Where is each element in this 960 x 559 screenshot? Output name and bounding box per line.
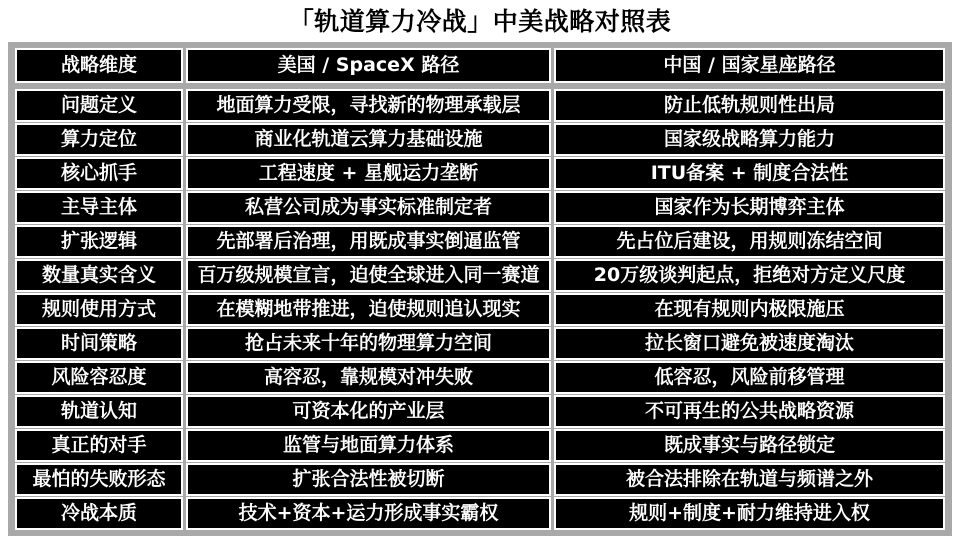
dimension-cell: 风险容忍度 — [15, 361, 183, 394]
us-path-cell: 监管与地面算力体系 — [186, 429, 551, 462]
dimension-cell: 算力定位 — [15, 123, 183, 156]
us-path-cell: 百万级规模宣言，迫使全球进入同一赛道 — [186, 259, 551, 292]
dimension-cell: 最怕的失败形态 — [15, 463, 183, 496]
china-path-cell: 低容忍，风险前移管理 — [554, 361, 945, 394]
dimension-cell: 数量真实含义 — [15, 259, 183, 292]
header-cell-dimension: 战略维度 — [15, 48, 183, 83]
china-path-cell: 先占位后建设，用规则冻结空间 — [554, 225, 945, 258]
slide-page — [0, 4, 960, 559]
header-cell-us-path: 美国 / SpaceX 路径 — [186, 48, 551, 83]
dimension-cell: 主导主体 — [15, 191, 183, 224]
china-path-cell: 20万级谈判起点，拒绝对方定义尺度 — [554, 259, 945, 292]
china-path-cell: ITU备案 + 制度合法性 — [554, 157, 945, 190]
page-title: 「轨道算力冷战」中美战略对照表 — [288, 7, 672, 36]
header-separator — [15, 84, 945, 88]
dimension-cell: 时间策略 — [15, 327, 183, 360]
china-path-cell: 拉长窗口避免被速度淘汰 — [554, 327, 945, 360]
us-path-cell: 先部署后治理，用既成事实倒逼监管 — [186, 225, 551, 258]
us-path-cell: 技术+资本+运力形成事实霸权 — [186, 497, 551, 530]
comparison-table-frame — [8, 42, 952, 536]
dimension-cell: 冷战本质 — [15, 497, 183, 530]
us-path-cell: 私营公司成为事实标准制定者 — [186, 191, 551, 224]
china-path-cell: 规则+制度+耐力维持进入权 — [554, 497, 945, 530]
dimension-cell: 核心抓手 — [15, 157, 183, 190]
us-path-cell: 在模糊地带推进，迫使规则追认现实 — [186, 293, 551, 326]
us-path-cell: 可资本化的产业层 — [186, 395, 551, 428]
dimension-cell: 扩张逻辑 — [15, 225, 183, 258]
us-path-cell: 高容忍，靠规模对冲失败 — [186, 361, 551, 394]
us-path-cell: 扩张合法性被切断 — [186, 463, 551, 496]
us-path-cell: 地面算力受限，寻找新的物理承载层 — [186, 89, 551, 122]
us-path-cell: 商业化轨道云算力基础设施 — [186, 123, 551, 156]
china-path-cell: 不可再生的公共战略资源 — [554, 395, 945, 428]
dimension-cell: 轨道认知 — [15, 395, 183, 428]
dimension-cell: 问题定义 — [15, 89, 183, 122]
china-path-cell: 既成事实与路径锁定 — [554, 429, 945, 462]
china-path-cell: 防止低轨规则性出局 — [554, 89, 945, 122]
us-path-cell: 工程速度 + 星舰运力垄断 — [186, 157, 551, 190]
comparison-table — [15, 48, 945, 530]
china-path-cell: 在现有规则内极限施压 — [554, 293, 945, 326]
header-cell-china-path: 中国 / 国家星座路径 — [554, 48, 945, 83]
china-path-cell: 国家级战略算力能力 — [554, 123, 945, 156]
china-path-cell: 被合法排除在轨道与频谱之外 — [554, 463, 945, 496]
dimension-cell: 真正的对手 — [15, 429, 183, 462]
us-path-cell: 抢占未来十年的物理算力空间 — [186, 327, 551, 360]
china-path-cell: 国家作为长期博弈主体 — [554, 191, 945, 224]
dimension-cell: 规则使用方式 — [15, 293, 183, 326]
